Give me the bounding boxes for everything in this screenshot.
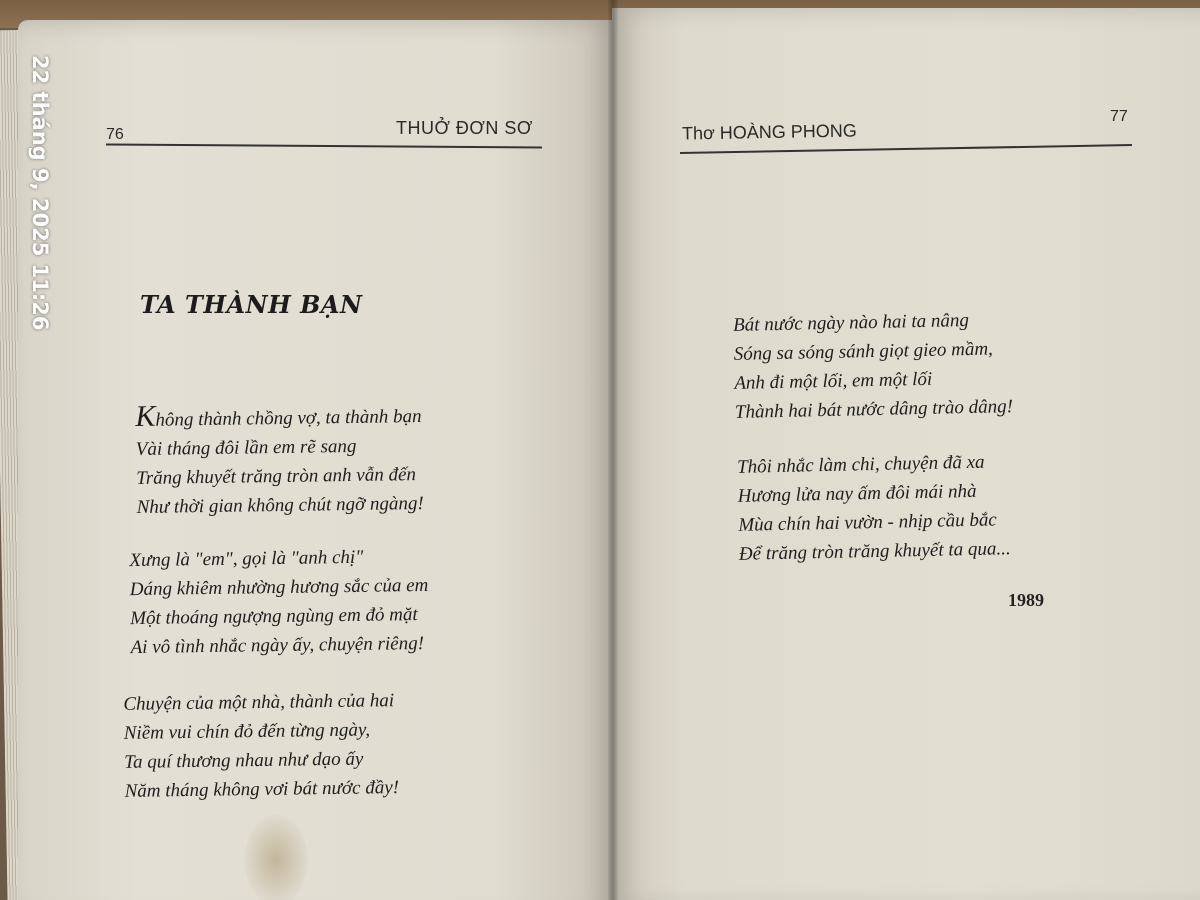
poem-line: Ta quí thương nhau như dạo ấy [124,748,364,773]
right-page-number: 77 [1110,108,1128,125]
poem-line: Trăng khuyết trăng tròn anh vẫn đến [136,464,417,490]
timestamp-text: 22 tháng 9, 2025 11:26 [28,55,52,331]
left-running-head: THUỞ ĐƠN SƠ [396,118,533,138]
poem-line: Để trăng tròn trăng khuyết ta qua... [738,538,1011,565]
left-stanza-3 [123,686,399,806]
poem-line: Niềm vui chín đỏ đến từng ngày, [123,719,371,744]
poem-line: Ai vô tình nhắc ngày ấy, chuyện riêng! [130,632,425,659]
poem-line: Hương lửa nay ấm đôi mái nhà [737,480,977,507]
poem-line: Dáng khiêm nhường hương sắc của em [129,574,429,601]
right-stanza-1 [733,305,1013,427]
poem-year: 1989 [1008,590,1044,610]
poem-line: Không thành chồng vợ, ta thành bạn [135,399,422,434]
left-stanza-1 [135,398,424,522]
book-gutter [608,0,618,900]
right-stanza-2 [737,447,1011,569]
poem-line: Anh đi một lối, em một lối [734,368,933,394]
poem-line: Xưng là "em", gọi là "anh chị" [129,546,364,572]
poem-title: TA THÀNH BẠN [140,290,363,319]
poem-line: Chuyện của một nhà, thành của hai [123,690,395,715]
poem-line: Thành hai bát nước dâng trào dâng! [734,396,1014,423]
poem-line: Như thời gian không chút ngỡ ngàng! [136,492,424,518]
poem-line: Thôi nhắc làm chi, chuyện đã xa [736,451,985,478]
right-running-head: Thơ HOÀNG PHONG [681,120,857,144]
poem-line: Vài tháng đôi lần em rẽ sang [135,435,357,461]
left-page-number: 76 [106,126,124,143]
left-stanza-2 [129,542,429,662]
poem-line: Sóng sa sóng sánh giọt gieo mầm, [733,338,994,365]
poem-line: Năm tháng không vơi bát nước đầy! [124,777,400,802]
page-stain [244,815,308,900]
poem-line: Bát nước ngày nào hai ta nâng [732,309,970,336]
poem-line: Mùa chín hai vườn - nhịp cầu bắc [738,509,997,536]
poem-line: Một thoáng ngượng ngùng em đỏ mặt [130,604,418,630]
